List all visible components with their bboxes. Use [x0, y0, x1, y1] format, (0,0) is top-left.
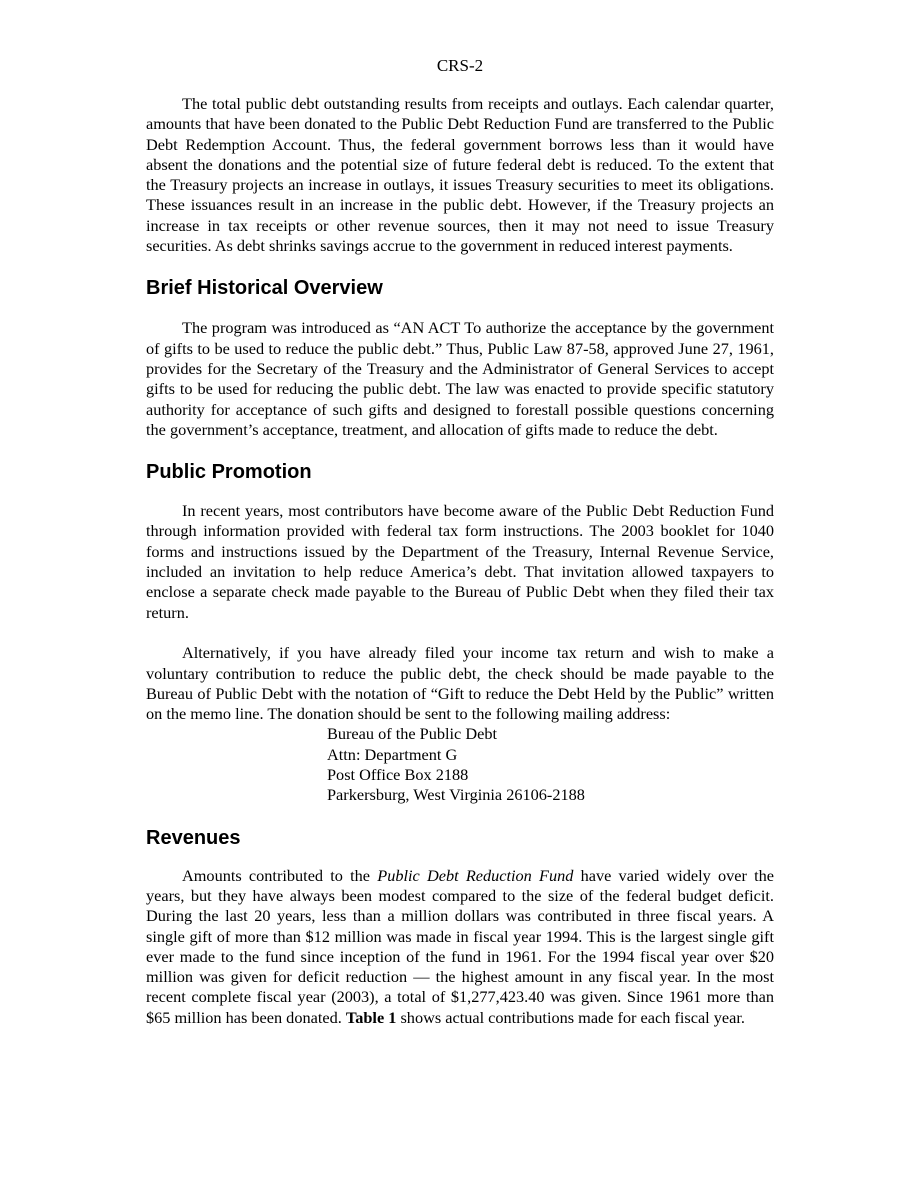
address-line: Attn: Department G [327, 744, 458, 764]
section-heading-public-promotion: Public Promotion [146, 461, 312, 484]
public-promotion-paragraph-1: In recent years, most contributors have become aware of the Public Debt Reduction Fund through information provided with federal tax form instructions. The 2003 booklet for 1040 forms and instructions issued by the Department of the Treasury, Internal Revenue Service, included an invitation to help reduce America’s debt. That invitation allowed taxpayers to enclose a separate check made payable to the Bureau of Public Debt when they filed their tax return. [146, 501, 774, 622]
section-heading-revenues: Revenues [146, 826, 241, 849]
address-line: Parkersburg, West Virginia 26106-2188 [327, 785, 585, 805]
address-line: Post Office Box 2188 [327, 765, 469, 785]
page-header: CRS-2 [436, 56, 484, 75]
section-heading-brief-historical-overview: Brief Historical Overview [146, 277, 383, 300]
revenues-text-end: shows actual contributions made for each fiscal year. [396, 1007, 745, 1027]
intro-paragraph: The total public debt outstanding results from receipts and outlays. Each calendar quarter, amounts that have been donated to the Public Debt Reduction Fund are transferred to the Public Debt Redemption Account. Thus, the federal government borrows less than it would have absent the donations and the potential size of future federal debt is reduced. To the extent that the Treasury projects an increase in outlays, it issues Treasury securities to meet its obligations. These issuances result in an increase in the public debt. However, if the Treasury projects an increase in tax receipts or other revenue sources, then it may not need to issue Treasury securities. As debt shrinks savings accrue to the government in reduced interest payments. [146, 94, 774, 256]
paragraph-gap [146, 623, 774, 643]
revenues-text-middle: have varied widely over the years, but they have always been modest compared to the size of the federal budget deficit. During the last 20 years, less than a million dollars was contributed in three fiscal years. A single gift of more than $12 million was made in fiscal year 1994. This is the largest single gift ever made to the fund since inception of the fund in 1961. For the 1994 fiscal year over $20 million was given for deficit reduction — the highest amount in any fiscal year. In the most recent complete fiscal year (2003), a total of $1,277,423.40 was given. Since 1961 more than $65 million has been donated. [146, 865, 775, 1027]
revenues-text-start: Amounts contributed to the [182, 865, 378, 885]
brief-overview-paragraph: The program was introduced as “AN ACT To authorize the acceptance by the government of gifts to be used to reduce the public debt.” Thus, Public Law 87-58, approved June 27, 1961, provides for the Secretary of the Treasury and the Administrator of General Services to accept gifts to be used for reducing the public debt. The law was enacted to provide specific statutory authority for acceptance of such gifts and designed to forestall possible questions concerning the government’s acceptance, treatment, and allocation of gifts made to reduce the debt. [146, 318, 774, 439]
revenues-paragraph [146, 866, 774, 1028]
table-reference: Table 1 [345, 1007, 397, 1027]
public-promotion-paragraph-2: Alternatively, if you have already filed your income tax return and wish to make a voluntary contribution to reduce the public debt, the check should be made payable to the Bureau of Public Debt with the notation of “Gift to reduce the Debt Held by the Public” written on the memo line. The donation should be sent to the following mailing address: [146, 643, 774, 724]
mailing-address [327, 724, 774, 805]
document-body [146, 94, 774, 1028]
fund-name: Public Debt Reduction Fund [377, 865, 574, 885]
address-line: Bureau of the Public Debt [327, 724, 498, 744]
